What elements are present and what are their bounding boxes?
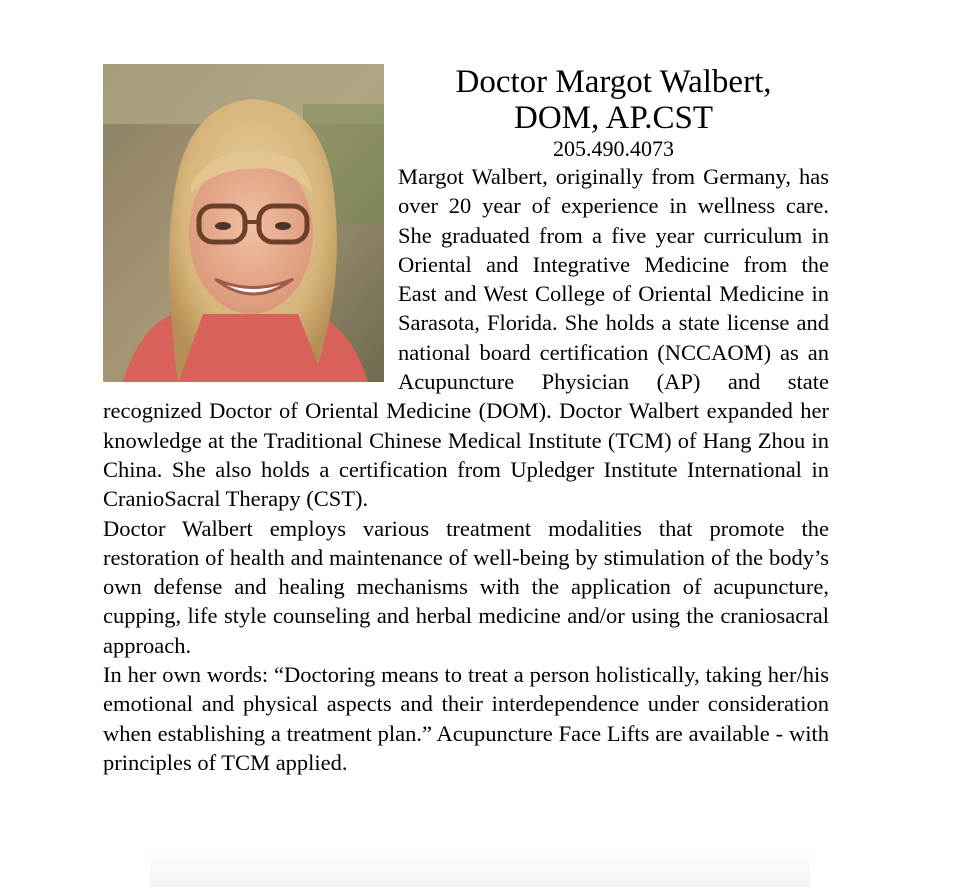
name-header bbox=[398, 64, 829, 162]
doctor-name: Doctor Margot Walbert, bbox=[455, 64, 772, 100]
bio-paragraph-1: Margot Walbert, originally from Germany, has over 20 year of experience in wellness care. She graduated from a five year curriculum in Oriental and Integrative Medicine from the East and West College of Oriental Medicine in Sarasota, Florida. She holds a state license and national board certification (NCCAOM) as an Acupuncture Physician (AP) and state recognized Doctor of Oriental Medicine (DOM). Doctor Walbert expanded her knowledge at the Traditional Chinese Medical Institute (TCM) of Hang Zhou in China. She also holds a certification from Upledger Institute International in CranioSacral Therapy (CST). bbox=[103, 164, 829, 512]
page-shadow bbox=[150, 847, 810, 887]
bio-paragraph-3: In her own words: “Doctoring means to treat a person holistically, taking her/his emotional and physical aspects and their interdependence under consideration when establishing a treatment plan.” Acupuncture Face Lifts are available - with principles of TCM applied. bbox=[103, 662, 829, 775]
phone-number: 205.490.4073 bbox=[553, 136, 674, 161]
doctor-credentials: DOM, AP.CST bbox=[514, 100, 713, 136]
bio-page bbox=[103, 64, 829, 777]
portrait-image bbox=[103, 64, 384, 382]
bio-paragraph-2: Doctor Walbert employs various treatment modalities that promote the restoration of health and maintenance of well-being by stimulation of the body’s own defense and healing mechanisms with the application of acupuncture, cupping, life style counseling and herbal medicine and/or using the craniosacral approach. bbox=[103, 515, 829, 658]
portrait-photo bbox=[103, 64, 384, 382]
